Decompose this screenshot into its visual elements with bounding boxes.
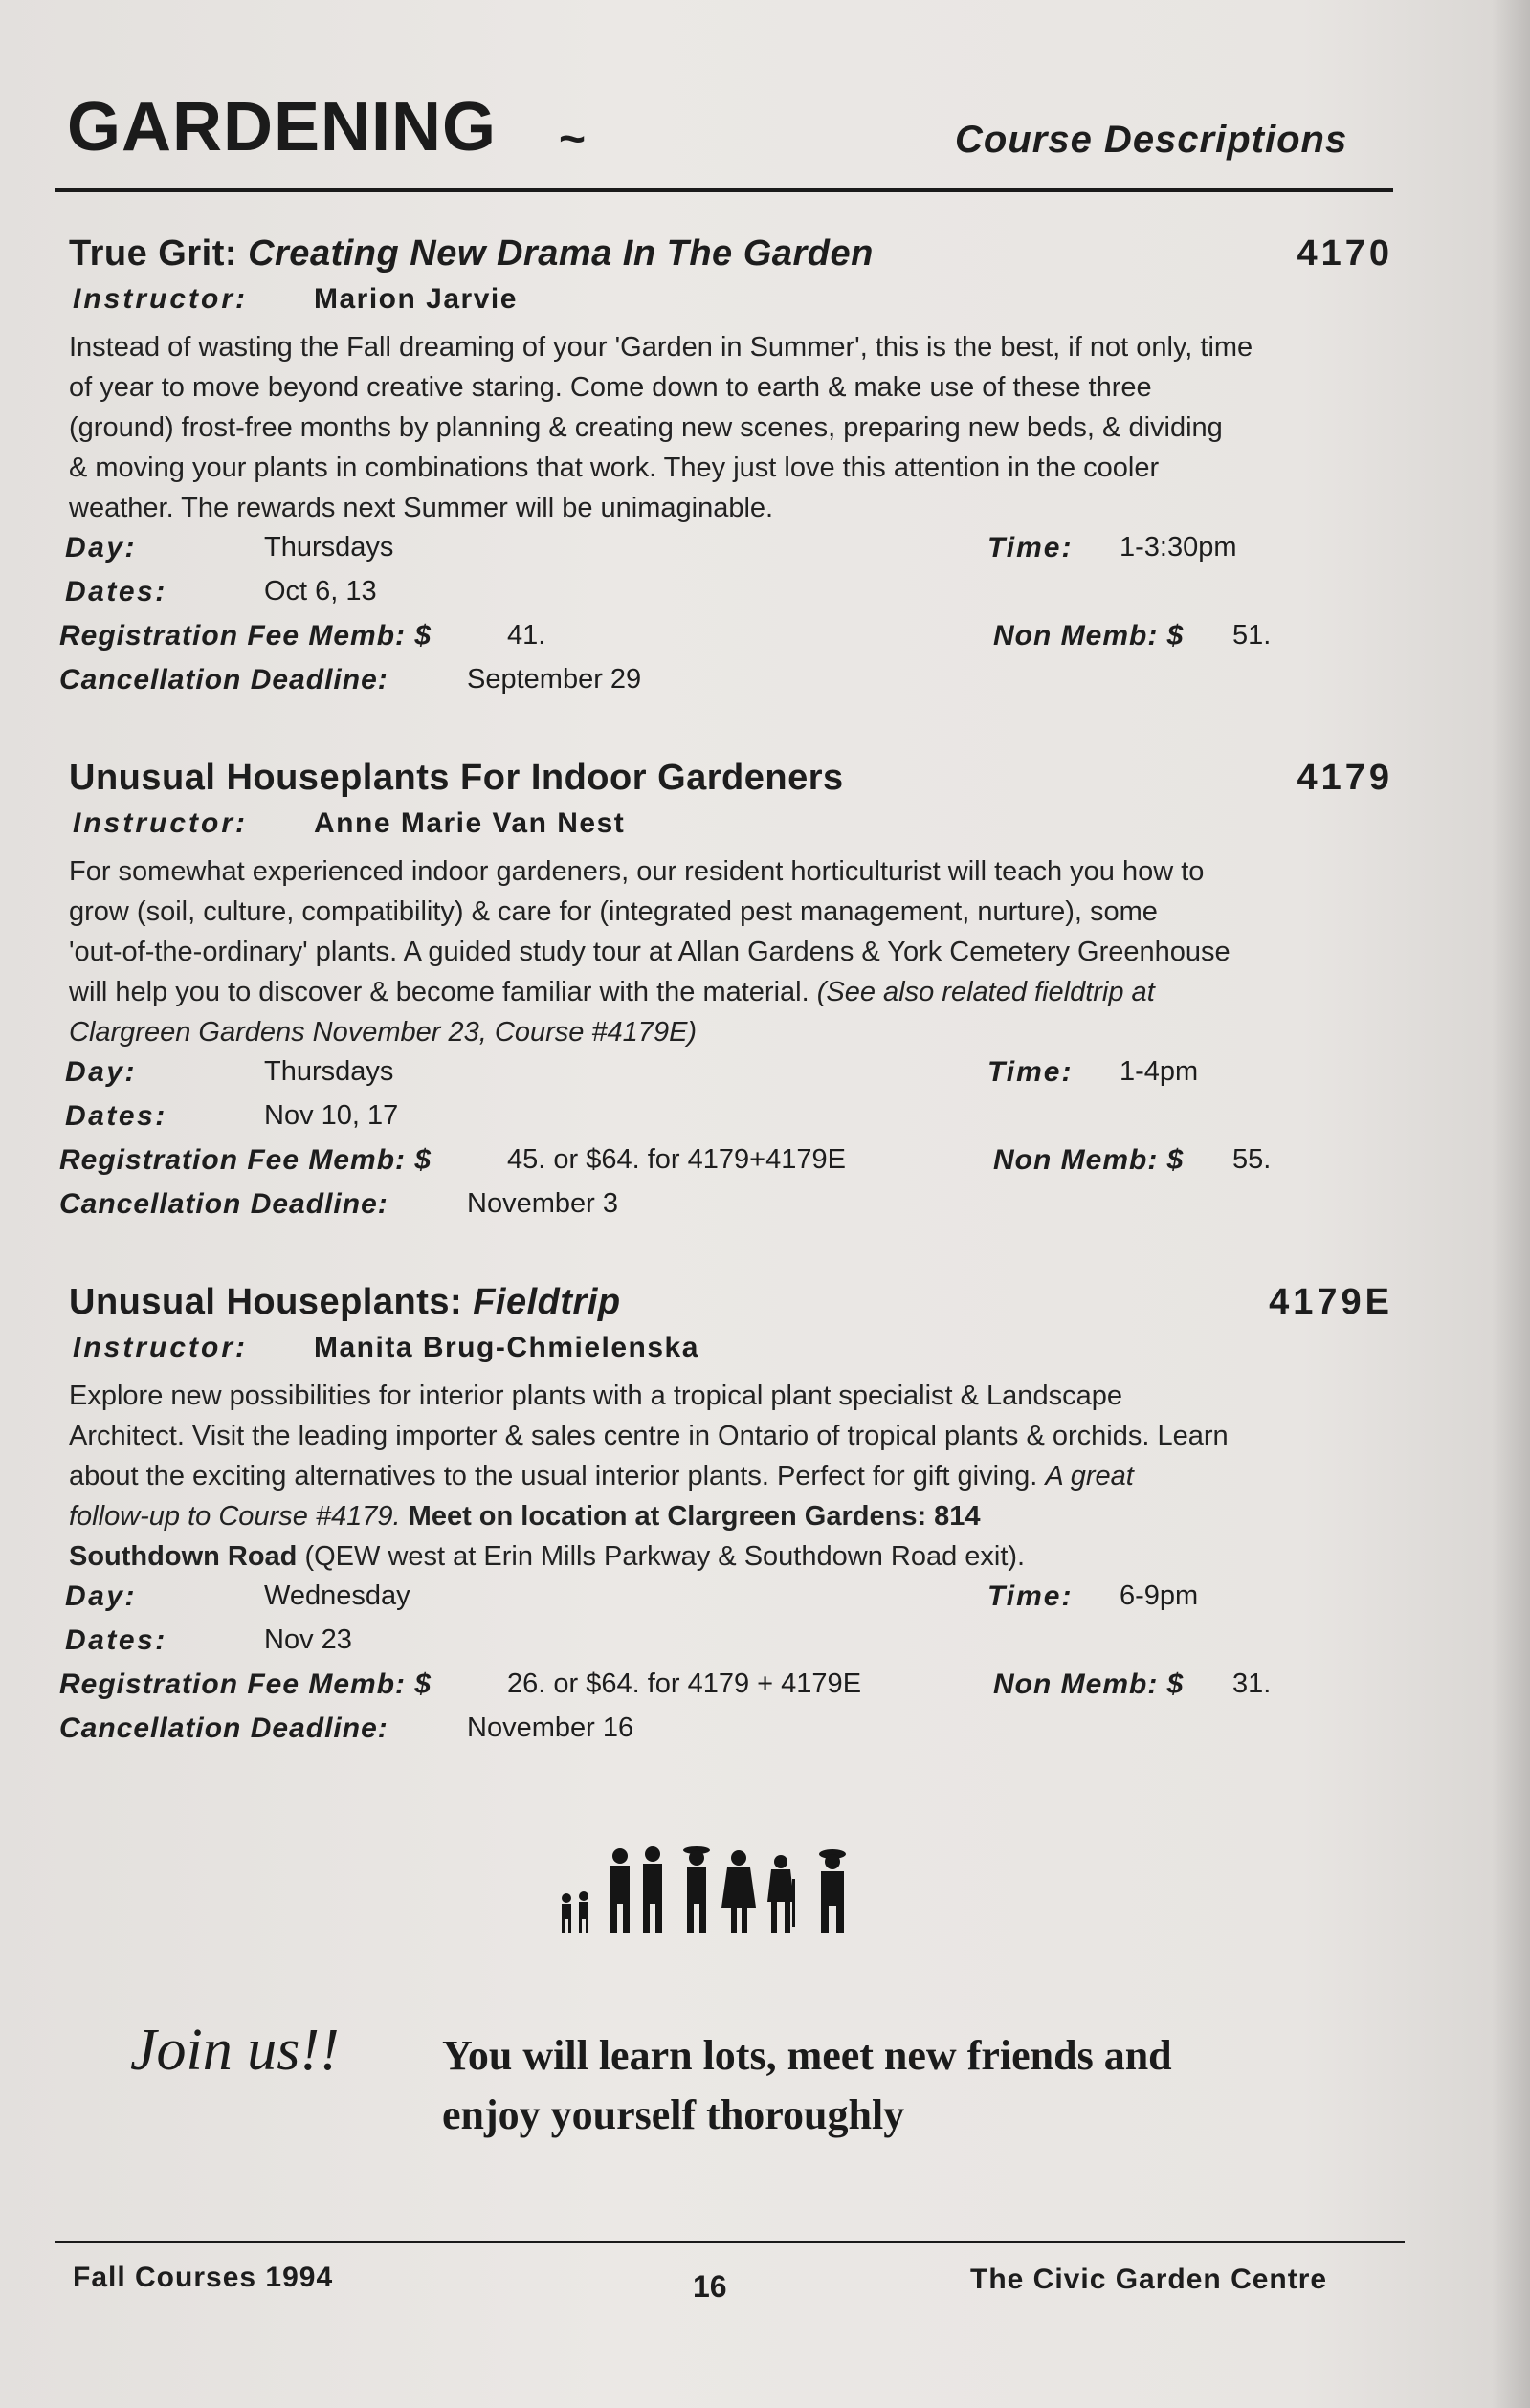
meeting-location: Southdown Road [69,1541,298,1572]
non-member-value: 31. [1232,1668,1272,1699]
day-row [65,1577,1418,1621]
related-fieldtrip-note: (See also related fieldtrip at [816,977,1155,1007]
description-line: For somewhat experienced indoor gardeners, our resident horticulturist will teach you how to [69,856,1205,887]
instructor-label: Instructor: [73,807,248,839]
description-line: Instead of wasting the Fall dreaming of your 'Garden in Summer', this is the best, if not only, time [69,332,1253,363]
cancel-row [59,1709,1418,1753]
description-line: weather. The rewards next Summer will be unimaginable. [69,493,774,523]
join-us-line: enjoy yourself thoroughly [442,2091,905,2138]
instructor-name: Marion Jarvie [314,283,518,315]
join-us-text [442,2026,1361,2145]
description-line: grow (soil, culture, compatibility) & care for (integrated pest management, nurture), some [69,896,1158,927]
dates-value: Nov 10, 17 [264,1100,399,1131]
join-us-heading: Join us!! [130,2018,340,2083]
instructor-label: Instructor: [73,283,248,315]
title-tilde: ~ [559,114,587,165]
course-4179e [59,1282,1418,1753]
description-italic: A great [1045,1461,1134,1491]
non-member-value: 55. [1232,1144,1272,1175]
fee-row [59,616,1418,660]
gardener-figures-icon [555,1841,899,1936]
day-value: Thursdays [264,1056,394,1087]
header-rule [55,188,1393,192]
dates-value: Nov 23 [264,1624,352,1655]
day-value: Thursdays [264,532,394,563]
description-line: Architect. Visit the leading importer & sales centre in Ontario of tropical plants & orchids. Learn [69,1421,1229,1451]
instructor-line [69,1332,1418,1376]
time-value: 6-9pm [1120,1580,1199,1611]
course-title [69,233,1418,283]
reg-fee-value: 45. or $64. for 4179+4179E [507,1144,846,1175]
day-row [65,528,1418,572]
instructor-name: Anne Marie Van Nest [314,807,626,839]
reg-fee-label: Registration Fee Memb: $ [59,1144,432,1176]
cancel-row [59,1184,1418,1228]
directions-text: (QEW west at Erin Mills Parkway & Southdown Road exit). [297,1541,1026,1572]
dates-row [65,1096,1418,1140]
cancel-row [59,660,1418,704]
non-member-value: 51. [1232,620,1272,651]
dates-label: Dates: [65,576,167,608]
reg-fee-label: Registration Fee Memb: $ [59,1668,432,1700]
course-4170 [59,233,1418,704]
non-member-label: Non Memb: $ [993,1144,1185,1176]
instructor-line [69,807,1418,851]
footer-organization: The Civic Garden Centre [970,2264,1328,2295]
day-label: Day: [65,532,138,563]
page-edge-shadow [1492,0,1530,2408]
course-title-main: Unusual Houseplants: [69,1282,474,1322]
reg-fee-value: 41. [507,620,546,651]
description-line: & moving your plants in combinations that work. They just love this attention in the cooler [69,453,1160,483]
course-title-main: True Grit: [69,233,249,274]
cancel-label: Cancellation Deadline: [59,1188,388,1220]
course-title-italic: Creating New Drama In The Garden [248,233,874,274]
dates-label: Dates: [65,1100,167,1132]
course-number: 4179E [1269,1282,1393,1322]
reg-fee-label: Registration Fee Memb: $ [59,620,432,652]
page-number: 16 [693,2269,727,2304]
instructor-line [69,283,1418,327]
time-label: Time: [987,1056,1074,1088]
day-row [65,1052,1418,1096]
dates-value: Oct 6, 13 [264,576,377,607]
cancel-value: November 3 [467,1188,618,1219]
meeting-location: Meet on location at Clargreen Gardens: 814 [408,1501,981,1532]
description-line [69,1456,1418,1496]
course-number: 4179 [1297,758,1393,798]
description-line [69,1536,1418,1577]
time-value: 1-3:30pm [1120,532,1237,563]
non-member-label: Non Memb: $ [993,620,1185,652]
description-line: of year to move beyond creative staring. Come down to earth & make use of these three [69,372,1152,403]
page-title: GARDENING [67,89,498,166]
time-label: Time: [987,532,1074,563]
cancel-label: Cancellation Deadline: [59,664,388,696]
description-line: Explore new possibilities for interior plants with a tropical plant specialist & Landscape [69,1381,1122,1411]
time-value: 1-4pm [1120,1056,1199,1087]
description-line: 'out-of-the-ordinary' plants. A guided study tour at Allan Gardens & York Cemetery Greenhouse [69,937,1231,967]
page-subtitle: Course Descriptions [955,119,1348,161]
instructor-name: Manita Brug-Chmielenska [314,1332,699,1363]
day-label: Day: [65,1056,138,1088]
related-fieldtrip-note: Clargreen Gardens November 23, Course #4179E) [69,1017,698,1048]
course-description [69,851,1418,1052]
dates-row [65,1621,1418,1665]
day-label: Day: [65,1580,138,1612]
course-4179 [59,758,1418,1228]
course-title-main: Unusual Houseplants For Indoor Gardeners [69,758,844,798]
description-line: (ground) frost-free months by planning & creating new scenes, preparing new beds, & dividing [69,412,1223,443]
instructor-label: Instructor: [73,1332,248,1363]
reg-fee-value: 26. or $64. for 4179 + 4179E [507,1668,862,1699]
cancel-value: September 29 [467,664,642,695]
description-text: about the exciting alternatives to the usual interior plants. Perfect for gift giving. [69,1461,1046,1491]
dates-label: Dates: [65,1624,167,1656]
day-value: Wednesday [264,1580,410,1611]
course-title-italic: Fieldtrip [473,1282,621,1322]
footer-rule [55,2241,1405,2243]
fee-row [59,1665,1418,1709]
course-number: 4170 [1297,233,1393,274]
course-title [69,758,1418,807]
dates-row [65,572,1418,616]
fee-row [59,1140,1418,1184]
description-line [69,1496,1418,1536]
course-description [69,327,1418,528]
description-line [69,1012,1418,1052]
description-italic: follow-up to Course #4179. [69,1501,409,1532]
description-line [69,972,1418,1012]
course-title [69,1282,1418,1332]
footer-season: Fall Courses 1994 [73,2262,334,2293]
join-us-line: You will learn lots, meet new friends and [442,2032,1172,2079]
course-description [69,1376,1418,1577]
cancel-value: November 16 [467,1712,634,1743]
cancel-label: Cancellation Deadline: [59,1712,388,1744]
time-label: Time: [987,1580,1074,1612]
non-member-label: Non Memb: $ [993,1668,1185,1700]
description-text: will help you to discover & become familiar with the material. [69,977,817,1007]
